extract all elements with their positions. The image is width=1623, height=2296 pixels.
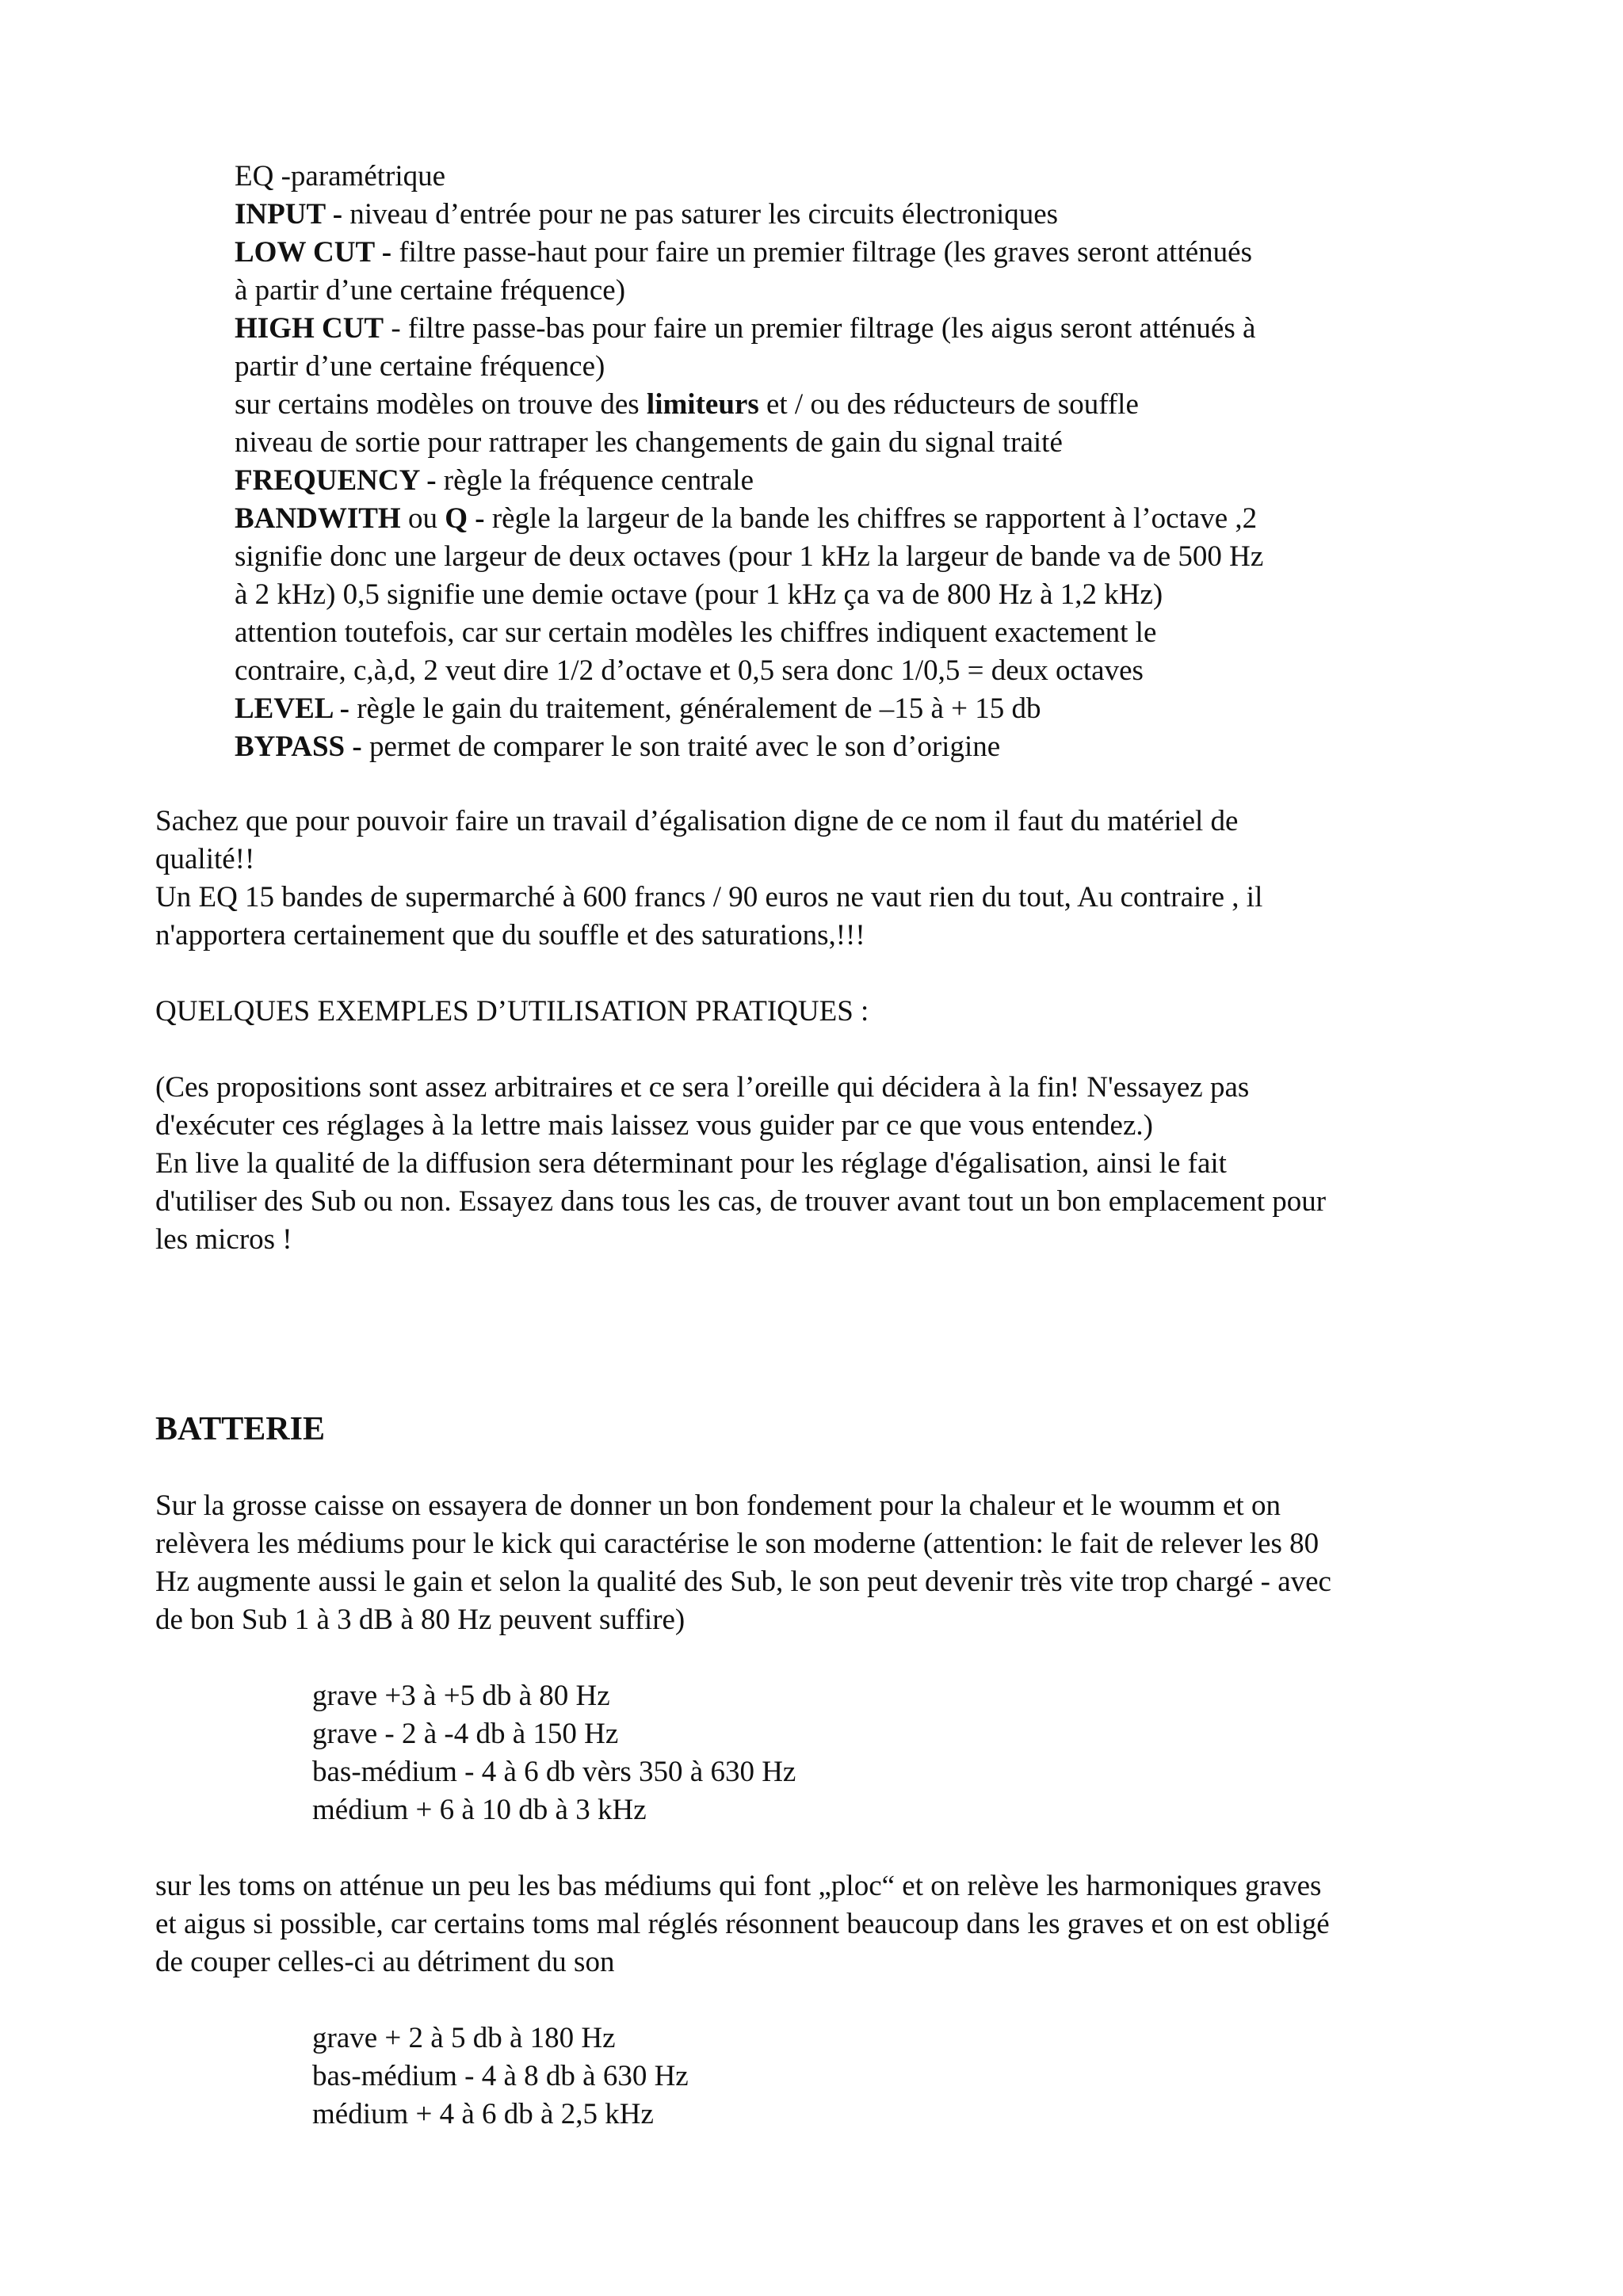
eq-level-term: LEVEL -: [235, 692, 349, 725]
kick-line-2: relèvera les médiums pour le kick qui caractérise le son moderne (attention: le fait de relever les 80: [155, 1527, 1319, 1560]
toms-setting-3: médium + 4 à 6 db à 2,5 kHz: [312, 2098, 654, 2130]
eq-lowcut-cont: à partir d’une certaine fréquence): [235, 274, 626, 307]
examples-intro-line-2: d'exécuter ces réglages à la lettre mais laissez vous guider par ce que vous entendez.): [155, 1109, 1153, 1142]
eq-bandwith-or: ou: [400, 502, 445, 535]
examples-intro-line-1: (Ces propositions sont assez arbitraires et ce sera l’oreille qui décidera à la fin! N'essayez pas: [155, 1071, 1250, 1104]
kick-setting-3: bas-médium - 4 à 6 db vèrs 350 à 630 Hz: [312, 1756, 796, 1788]
kick-setting-4: médium + 6 à 10 db à 3 kHz: [312, 1794, 647, 1826]
quality-line-2: qualité!!: [155, 843, 255, 875]
kick-setting-2: grave - 2 à -4 db à 150 Hz: [312, 1718, 619, 1750]
eq-bandwith-line-4: contraire, c,à,d, 2 veut dire 1/2 d’octave et 0,5 sera donc 1/0,5 = deux octaves: [235, 654, 1144, 687]
eq-title: EQ -paramétrique: [235, 160, 446, 193]
examples-intro-line-5: les micros !: [155, 1223, 292, 1256]
eq-lowcut-line: [235, 238, 1252, 267]
examples-title: QUELQUES EXEMPLES D’UTILISATION PRATIQUES :: [155, 995, 869, 1028]
eq-bandwith-line-2: à 2 kHz) 0,5 signifie une demie octave (pour 1 kHz ça va de 800 Hz à 1,2 kHz): [235, 578, 1163, 611]
kick-line-1: Sur la grosse caisse on essayera de donner un bon fondement pour la chaleur et le woumm et on: [155, 1489, 1281, 1522]
kick-line-3: Hz augmente aussi le gain et selon la qualité des Sub, le son peut devenir très vite trop chargé - avec: [155, 1566, 1331, 1598]
eq-limiters-pre: sur certains modèles on trouve des: [235, 388, 647, 421]
kick-line-4: de bon Sub 1 à 3 dB à 80 Hz peuvent suffire): [155, 1604, 685, 1636]
eq-input-term: INPUT -: [235, 198, 343, 231]
eq-bandwith-desc: règle la largeur de la bande les chiffres se rapportent à l’octave ,2: [484, 502, 1258, 535]
toms-setting-2: bas-médium - 4 à 8 db à 630 Hz: [312, 2060, 689, 2092]
eq-input-desc: niveau d’entrée pour ne pas saturer les circuits électroniques: [342, 198, 1059, 231]
eq-lowcut-desc: filtre passe-haut pour faire un premier filtrage (les graves seront atténués: [391, 236, 1252, 269]
eq-frequency-desc: règle la fréquence centrale: [436, 464, 754, 497]
toms-setting-1: grave + 2 à 5 db à 180 Hz: [312, 2022, 616, 2054]
toms-line-2: et aigus si possible, car certains toms mal réglés résonnent beaucoup dans les graves et on est obligé: [155, 1908, 1330, 1940]
examples-intro-line-3: En live la qualité de la diffusion sera déterminant pour les réglage d'égalisation, ainsi le fait: [155, 1147, 1227, 1180]
eq-limiters-line: [235, 390, 1139, 419]
eq-lowcut-term: LOW CUT -: [235, 236, 392, 269]
eq-level-desc: règle le gain du traitement, généralement de –15 à + 15 db: [349, 692, 1041, 725]
eq-input-line: [235, 200, 1058, 229]
eq-frequency-term: FREQUENCY -: [235, 464, 437, 497]
eq-bandwith-line-3: attention toutefois, car sur certain modèles les chiffres indiquent exactement le: [235, 616, 1157, 649]
eq-highcut-term: HIGH CUT: [235, 312, 384, 345]
eq-bandwith-q: Q -: [445, 502, 485, 535]
toms-line-1: sur les toms on atténue un peu les bas médiums qui font „ploc“ et on relève les harmoniques graves: [155, 1870, 1322, 1902]
quality-line-1: Sachez que pour pouvoir faire un travail d’égalisation digne de ce nom il faut du matériel de: [155, 805, 1239, 837]
eq-highcut-cont: partir d’une certaine fréquence): [235, 350, 605, 383]
eq-frequency-line: [235, 466, 754, 495]
eq-limiters-bold: limiteurs: [646, 388, 759, 421]
eq-bandwith-line-1: signifie donc une largeur de deux octaves (pour 1 kHz la largeur de bande va de 500 Hz: [235, 540, 1264, 573]
quality-line-3: Un EQ 15 bandes de supermarché à 600 francs / 90 euros ne vaut rien du tout, Au contraire , il: [155, 881, 1263, 913]
kick-setting-1: grave +3 à +5 db à 80 Hz: [312, 1680, 610, 1712]
quality-line-4: n'apportera certainement que du souffle et des saturations,!!!: [155, 919, 865, 952]
examples-intro-line-4: d'utiliser des Sub ou non. Essayez dans tous les cas, de trouver avant tout un bon emplacement pour: [155, 1185, 1327, 1218]
eq-output-line: niveau de sortie pour rattraper les changements de gain du signal traité: [235, 426, 1063, 459]
eq-bypass-line: [235, 732, 1000, 761]
eq-highcut-desc: - filtre passe-bas pour faire un premier filtrage (les aigus seront atténués à: [384, 312, 1256, 345]
eq-bandwith-term: BANDWITH: [235, 502, 401, 535]
batterie-heading: BATTERIE: [155, 1411, 325, 1447]
eq-bandwith-line: [235, 504, 1257, 533]
eq-highcut-line: [235, 314, 1255, 343]
eq-level-line: [235, 694, 1041, 723]
toms-line-3: de couper celles-ci au détriment du son: [155, 1946, 615, 1978]
eq-bypass-desc: permet de comparer le son traité avec le son d’origine: [361, 730, 1001, 763]
eq-limiters-post: et / ou des réducteurs de souffle: [758, 388, 1139, 421]
eq-bypass-term: BYPASS -: [235, 730, 362, 763]
